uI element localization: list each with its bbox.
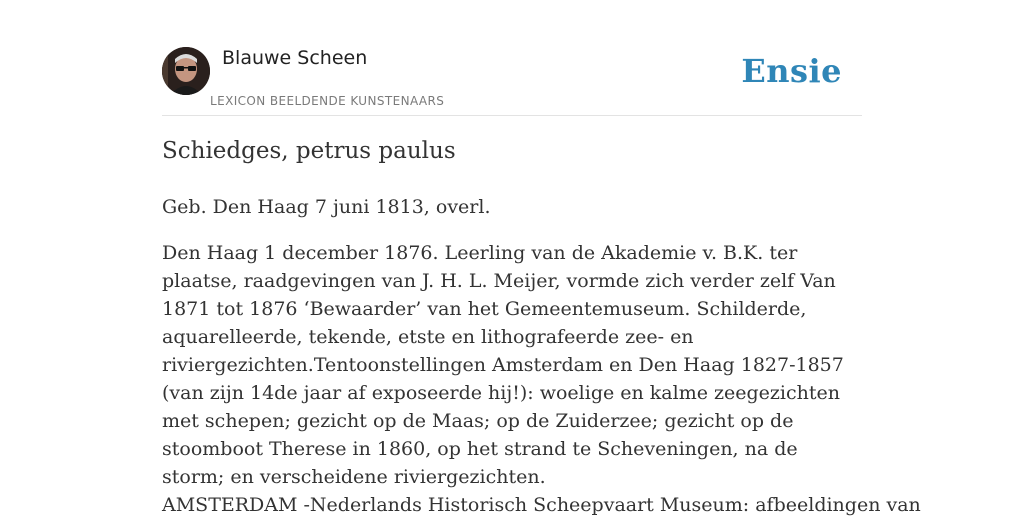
- article-body: Den Haag 1 december 1876. Leerling van de Akademie v. B.K. ter plaatse, raadgevingen van J. H. L. Meijer, vormde zich verder zelf Van 1871 tot 1876 ‘Bewaarder’ van het Gemeentemuseum. Schilderde, aquarelleerde, tekende, etste en lithografeerde zee- en riviergezichten.Tentoonstellingen Amsterdam en Den Haag 1827-1857 (van zijn 14de jaar af exposeerde hij!): woelige en kalme zeegezichten met schepen; gezicht op de Maas; op de Zuiderzee; gezicht op de stoomboot Therese in 1860, op het strand te Scheveningen, na de storm; en verscheidene riviergezichten.: [162, 242, 844, 488]
- article-next-paragraph: AMSTERDAM -Nederlands Historisch Scheepvaart Museum: afbeeldingen van: [162, 494, 921, 516]
- ensie-logo[interactable]: Ensie: [741, 52, 842, 90]
- author-name[interactable]: Blauwe Scheen: [222, 47, 368, 69]
- lexicon-subtitle[interactable]: LEXICON BEELDENDE KUNSTENAARS: [210, 94, 445, 108]
- header-divider: [162, 115, 862, 116]
- avatar-portrait-icon: [162, 47, 210, 95]
- article-intro: Geb. Den Haag 7 juni 1813, overl.: [162, 196, 491, 218]
- article-title: Schiedges, petrus paulus: [162, 138, 456, 164]
- author-avatar[interactable]: [162, 47, 210, 95]
